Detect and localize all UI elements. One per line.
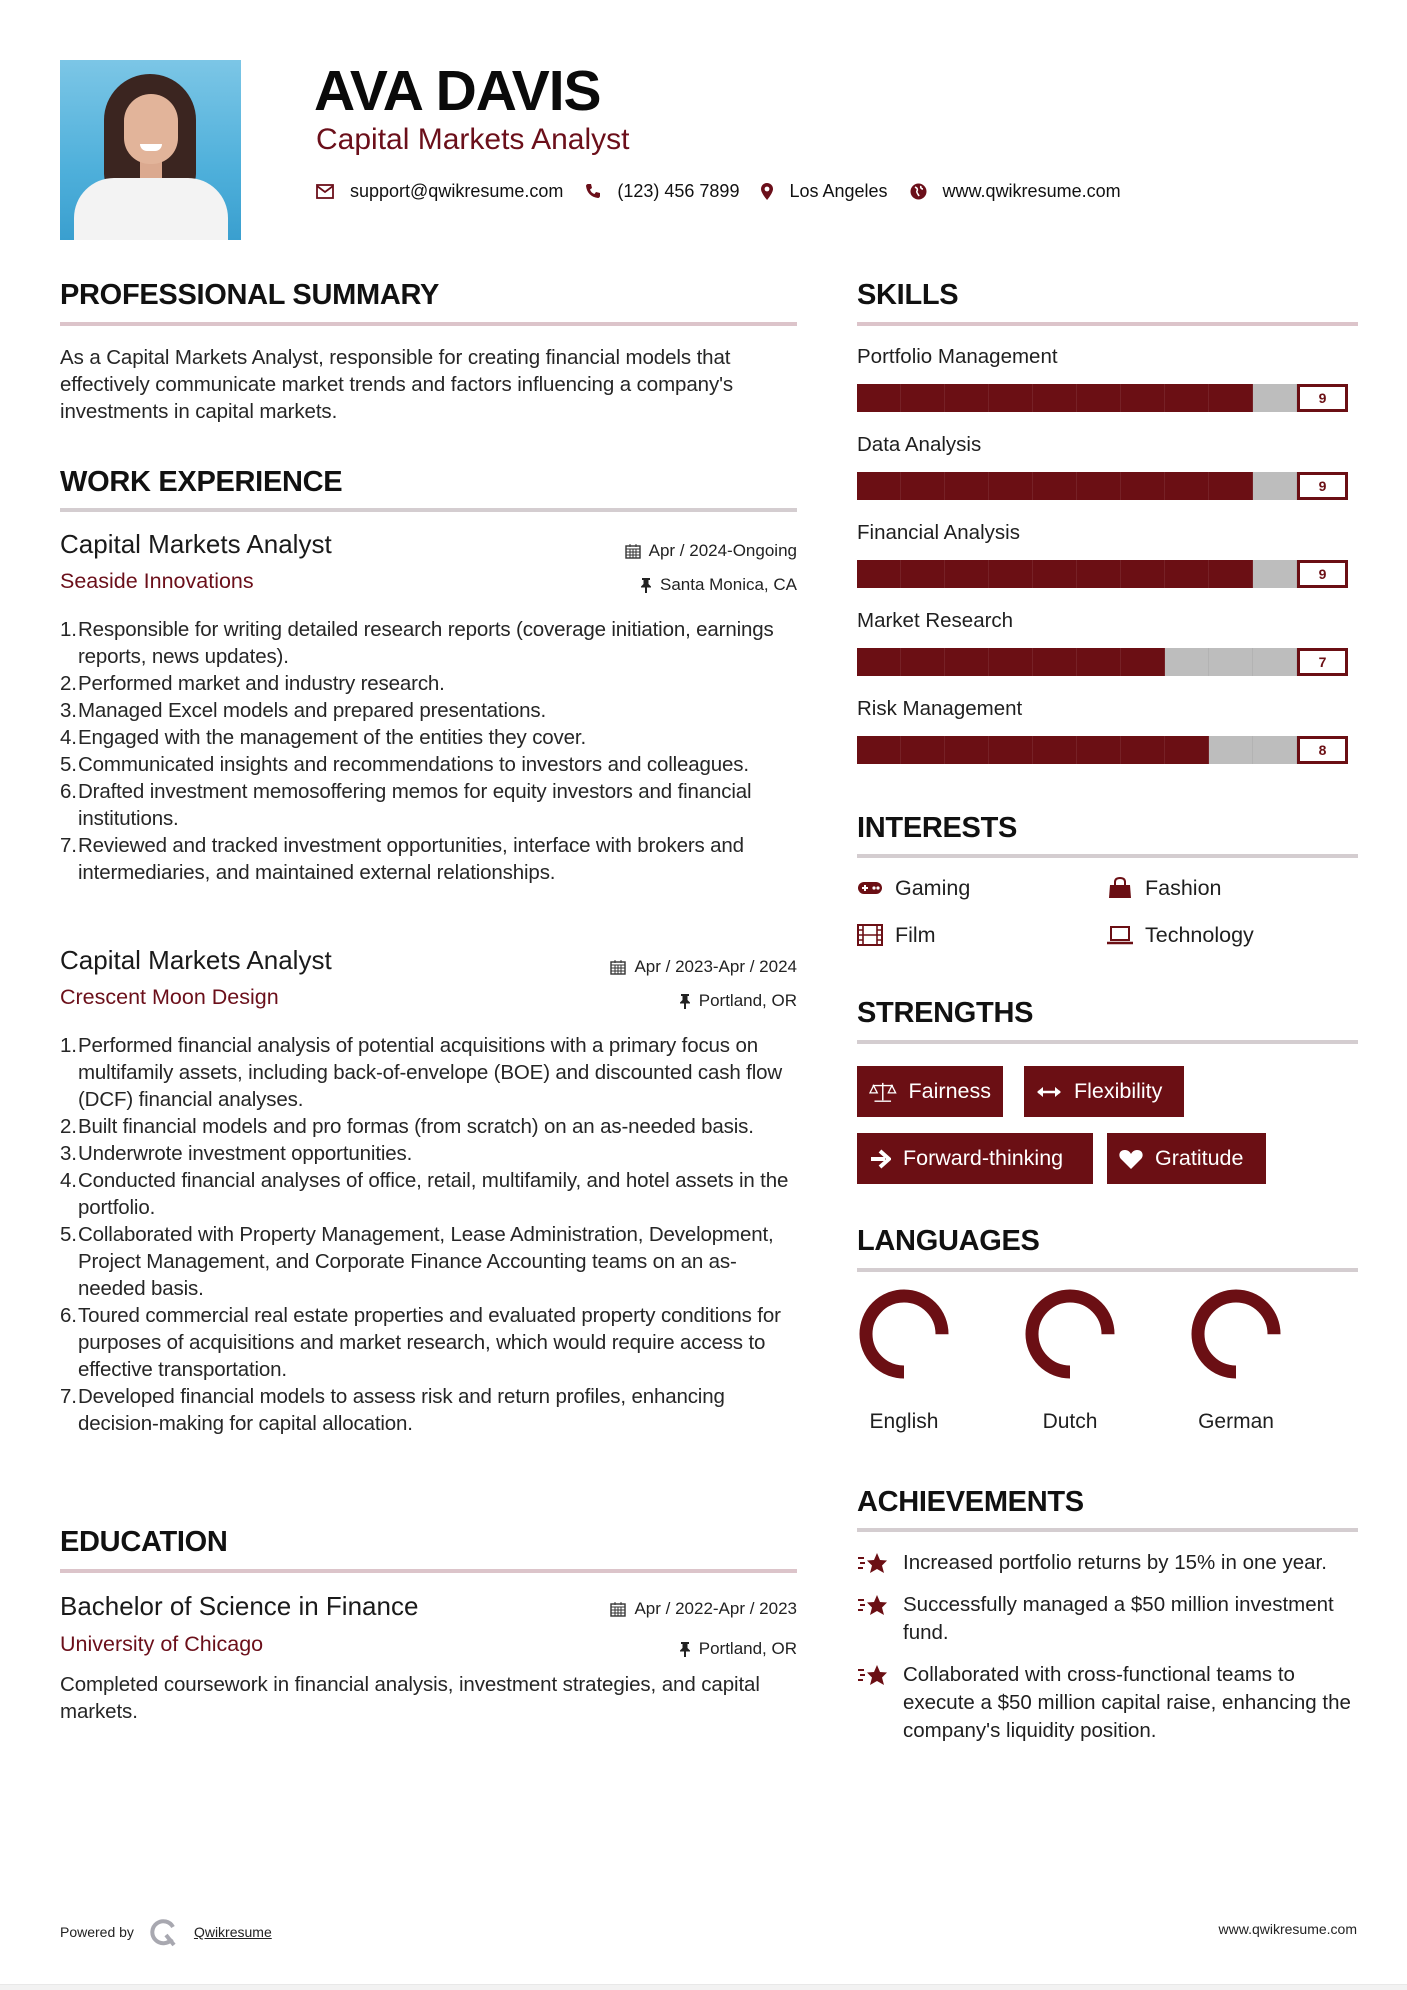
skill-item	[857, 696, 1358, 784]
job-bullets	[60, 1032, 797, 1437]
achievement-item: Successfully managed a $50 million investment fund.	[857, 1591, 1358, 1647]
footer-website[interactable]: www.qwikresume.com	[1218, 1921, 1357, 1937]
bullet-item: 2. Built financial models and pro formas (from scratch) on an as-needed basis.	[60, 1115, 754, 1138]
contact-email[interactable]	[316, 181, 563, 202]
skill-segment	[901, 384, 945, 412]
skill-segment	[1121, 560, 1165, 588]
skill-item	[857, 432, 1358, 520]
skill-segment	[1033, 648, 1077, 676]
candidate-role: Capital Markets Analyst	[316, 123, 630, 156]
skill-segment	[989, 560, 1033, 588]
skill-segment	[1077, 472, 1121, 500]
skill-label: Data Analysis	[857, 433, 982, 456]
job-bullets	[60, 616, 797, 886]
bullet-item: 4. Engaged with the management of the entities they cover.	[60, 726, 586, 749]
summary-text: As a Capital Markets Analyst, responsible for creating financial models that effectively communicate market trends and factors influencing a company's investments in capital markets.	[60, 346, 734, 423]
skill-segment	[901, 560, 945, 588]
section-divider	[857, 1528, 1358, 1532]
achievements-list	[857, 1549, 1358, 1745]
skill-segment	[1253, 384, 1297, 412]
candidate-name: AVA DAVIS	[314, 59, 601, 123]
skill-segment	[857, 560, 901, 588]
bullet-item: 1. Performed financial analysis of potential acquisitions with a primary focus on multifamily assets, including back-of-envelope (BOE) and discounted cash flow (DCF) financial analyses.	[60, 1034, 783, 1111]
skill-score-badge: 8	[1297, 736, 1348, 764]
skill-score-badge: 9	[1297, 560, 1348, 588]
interest-item-gaming: Gaming	[857, 873, 970, 903]
skill-segment	[857, 384, 901, 412]
skill-label: Market Research	[857, 609, 1014, 632]
skill-segment	[857, 736, 901, 764]
section-heading-summary: PROFESSIONAL SUMMARY	[60, 279, 440, 311]
calendar-icon	[610, 959, 626, 975]
skill-segment	[1077, 560, 1121, 588]
skill-segment	[945, 648, 989, 676]
skill-segment	[1033, 560, 1077, 588]
skill-segment	[1121, 472, 1165, 500]
pushpin-icon	[679, 1641, 691, 1657]
heart-icon	[1119, 1148, 1143, 1170]
contact-website[interactable]	[910, 181, 1121, 202]
skill-label: Financial Analysis	[857, 521, 1020, 544]
job-location: Portland, OR	[679, 990, 797, 1012]
skill-segment	[1209, 736, 1253, 764]
language-item: German	[1176, 1289, 1296, 1434]
strength-chip-forward-thinking: Forward-thinking	[857, 1133, 1093, 1184]
footer-powered-by: Powered by Qwikresume	[60, 1917, 272, 1947]
skill-item	[857, 344, 1358, 432]
bullet-item: 1. Responsible for writing detailed research reports (coverage initiation, earnings reports, news updates).	[60, 618, 774, 668]
skill-bar	[857, 648, 1358, 676]
skill-segment	[1077, 736, 1121, 764]
skill-segment	[1209, 648, 1253, 676]
gamepad-icon	[857, 880, 883, 896]
skill-bar	[857, 736, 1358, 764]
calendar-icon	[625, 543, 641, 559]
skill-segment	[1121, 384, 1165, 412]
job-entry	[60, 944, 797, 1437]
skill-segment	[989, 648, 1033, 676]
skill-segment	[1253, 648, 1297, 676]
envelope-icon	[316, 184, 334, 199]
section-heading-interests: INTERESTS	[857, 812, 1018, 844]
strength-chip-flexibility: Flexibility	[1024, 1066, 1184, 1117]
section-divider	[60, 1569, 797, 1573]
skills-list	[857, 344, 1358, 784]
skill-score-badge: 7	[1297, 648, 1348, 676]
section-heading-strengths: STRENGTHS	[857, 997, 1034, 1029]
job-title: Capital Markets Analyst	[60, 945, 332, 975]
job-location: Santa Monica, CA	[640, 574, 797, 596]
degree-title: Bachelor of Science in Finance	[60, 1591, 419, 1621]
interest-item-fashion: Fashion	[1107, 873, 1222, 903]
skill-segment	[901, 736, 945, 764]
qwikresume-link[interactable]: Qwikresume	[193, 1924, 272, 1940]
section-divider	[857, 1268, 1358, 1272]
skill-segment	[857, 472, 901, 500]
skill-item	[857, 608, 1358, 696]
skill-segment	[1033, 472, 1077, 500]
skill-segment	[1209, 472, 1253, 500]
language-level-ring	[1191, 1289, 1281, 1379]
skill-label: Risk Management	[857, 697, 1023, 720]
bullet-item: 5. Communicated insights and recommendations to investors and colleagues.	[60, 753, 749, 776]
shooting-star-icon	[857, 1593, 889, 1619]
education-entry	[60, 1590, 797, 1725]
skill-segment	[945, 560, 989, 588]
languages-list	[844, 1289, 1296, 1434]
education-description: Completed coursework in financial analysis, investment strategies, and capital markets.	[60, 1673, 760, 1723]
email-text: support@qwikresume.com	[350, 180, 564, 201]
job-title: Capital Markets Analyst	[60, 529, 332, 559]
website-text: www.qwikresume.com	[942, 180, 1121, 201]
skill-score-badge: 9	[1297, 384, 1348, 412]
language-level-ring	[859, 1289, 949, 1379]
skill-segment	[1077, 384, 1121, 412]
education-dates: Apr / 2022-Apr / 2023	[610, 1598, 797, 1620]
skill-label: Portfolio Management	[857, 345, 1058, 368]
achievement-item: Increased portfolio returns by 15% in one year.	[857, 1549, 1358, 1577]
skill-score-badge: 9	[1297, 472, 1348, 500]
film-icon	[857, 924, 883, 946]
skill-segment	[989, 472, 1033, 500]
school-name: University of Chicago	[60, 1632, 264, 1656]
skill-segment	[1165, 560, 1209, 588]
bullet-item: 2. Performed market and industry research.	[60, 672, 445, 695]
section-heading-experience: WORK EXPERIENCE	[60, 466, 343, 498]
company-name: Crescent Moon Design	[60, 985, 279, 1009]
skill-segment	[1209, 384, 1253, 412]
bullet-item: 7. Reviewed and tracked investment opportunities, interface with brokers and intermediaries, and maintained external relationships.	[60, 834, 744, 884]
skill-item	[857, 520, 1358, 608]
phone-icon	[585, 183, 601, 199]
contact-location	[761, 181, 887, 202]
interest-item-technology: Technology	[1107, 920, 1254, 950]
skill-bar	[857, 472, 1358, 500]
section-divider	[60, 508, 797, 512]
skill-segment	[1165, 648, 1209, 676]
bullet-item: 7. Developed financial models to assess risk and return profiles, enhancing decision-making for capital allocation.	[60, 1385, 725, 1435]
bullet-item: 4. Conducted financial analyses of office, retail, multifamily, and hotel assets in the portfolio.	[60, 1169, 789, 1219]
section-divider	[857, 854, 1358, 858]
profile-photo	[60, 60, 241, 240]
skill-segment	[945, 384, 989, 412]
skill-segment	[1033, 736, 1077, 764]
qwikresume-logo-icon	[150, 1917, 178, 1947]
skill-segment	[1121, 648, 1165, 676]
skill-segment	[1033, 384, 1077, 412]
section-heading-skills: SKILLS	[857, 279, 959, 311]
strength-chip-fairness: Fairness	[857, 1066, 1003, 1117]
section-heading-education: EDUCATION	[60, 1526, 228, 1558]
section-divider	[60, 322, 797, 326]
contact-bar	[316, 178, 1143, 204]
interest-item-film: Film	[857, 920, 936, 950]
pushpin-icon	[640, 577, 652, 593]
shooting-star-icon	[857, 1663, 889, 1689]
skill-segment	[901, 472, 945, 500]
map-pin-icon	[761, 183, 773, 200]
bullet-item: 6. Drafted investment memosoffering memos for equity investors and financial institutions.	[60, 780, 752, 830]
shooting-star-icon	[857, 1551, 889, 1577]
skill-segment	[945, 736, 989, 764]
arrows-horizontal-icon	[1036, 1085, 1062, 1099]
section-divider	[857, 322, 1358, 326]
strength-chip-gratitude: Gratitude	[1107, 1133, 1266, 1184]
education-location: Portland, OR	[679, 1638, 797, 1660]
bullet-item: 3. Managed Excel models and prepared presentations.	[60, 699, 547, 722]
skill-segment	[1209, 560, 1253, 588]
skill-segment	[1121, 736, 1165, 764]
company-name: Seaside Innovations	[60, 569, 254, 593]
achievement-item: Collaborated with cross-functional teams to execute a $50 million capital raise, enhancing the company's liquidity position.	[857, 1661, 1358, 1745]
bullet-item: 6. Toured commercial real estate properties and evaluated property conditions for purposes of acquisitions and market research, which would require access to effective transportation.	[60, 1304, 781, 1381]
calendar-icon	[610, 1601, 626, 1617]
bullet-item: 5. Collaborated with Property Management, Lease Administration, Development, Project Management, and Corporate Finance Accounting teams on an as-needed basis.	[60, 1223, 774, 1300]
location-text: Los Angeles	[789, 180, 888, 201]
skill-segment	[989, 736, 1033, 764]
language-item: English	[844, 1289, 964, 1434]
skill-segment	[857, 648, 901, 676]
skill-segment	[1253, 560, 1297, 588]
skill-segment	[1165, 736, 1209, 764]
skill-segment	[1165, 472, 1209, 500]
globe-icon	[910, 183, 927, 200]
skill-segment	[1165, 384, 1209, 412]
balance-scale-icon	[869, 1080, 897, 1104]
section-heading-languages: LANGUAGES	[857, 1225, 1040, 1257]
arrow-right-icon	[869, 1149, 891, 1169]
section-heading-achievements: ACHIEVEMENTS	[857, 1486, 1084, 1518]
page-edge	[0, 1984, 1407, 1990]
skill-bar	[857, 560, 1358, 588]
bullet-item: 3. Underwrote investment opportunities.	[60, 1142, 413, 1165]
section-divider	[857, 1040, 1358, 1044]
job-entry	[60, 528, 797, 886]
shopping-bag-icon	[1107, 877, 1133, 899]
skill-segment	[1077, 648, 1121, 676]
laptop-icon	[1107, 925, 1133, 945]
skill-segment	[1253, 472, 1297, 500]
skill-segment	[989, 384, 1033, 412]
job-dates: Apr / 2024-Ongoing	[625, 540, 797, 562]
language-item: Dutch	[1010, 1289, 1130, 1434]
language-level-ring	[1025, 1289, 1115, 1379]
pushpin-icon	[679, 993, 691, 1009]
job-dates: Apr / 2023-Apr / 2024	[610, 956, 797, 978]
skill-segment	[1253, 736, 1297, 764]
skill-segment	[945, 472, 989, 500]
skill-segment	[901, 648, 945, 676]
contact-phone[interactable]	[585, 181, 739, 202]
phone-text: (123) 456 7899	[617, 180, 740, 201]
skill-bar	[857, 384, 1358, 412]
